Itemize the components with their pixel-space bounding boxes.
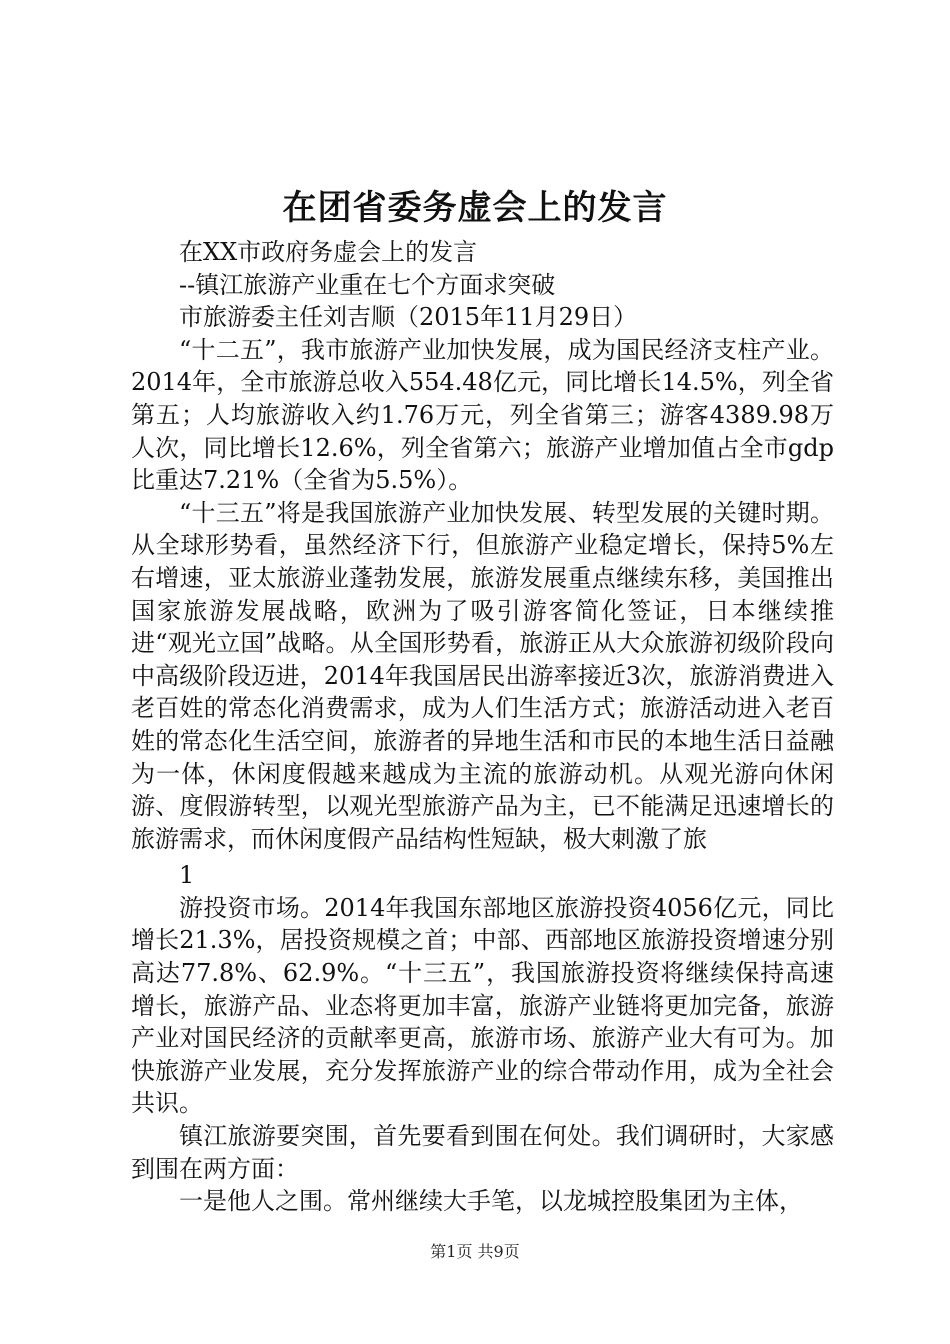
body-paragraph: 一是他人之围。常州继续大手笔，以龙城控股集团为主体，	[179, 1187, 803, 1216]
subtitle-line: 在XX市政府务虚会上的发言	[179, 238, 478, 266]
document-title: 在团省委务虚会上的发言	[282, 188, 668, 228]
body-paragraph: “十三五”将是我国旅游产业加快发展、转型发展的关键时期。从全球形势看，虽然经济下行，但旅游产业稳定增长，保持5%左右增速，亚太旅游业蓬勃发展，旅游发展重点继续东移，美国推出国家旅游发展战略，欧洲为了吸引游客简化签证，日本继续推进“观光立国”战略。从全国形势看，旅游正从大众旅游初级阶段向中高级阶段迈进，2014年我国居民出游率接近3次，旅游消费进入老百姓的常态化消费需求，成为人们生活方式；旅游活动进入老百姓的常态化生活空间，旅游者的异地生活和市民的本地生活日益融为一体，休闲度假越来越成为主流的旅游动机。从观光游向休闲游、度假游转型，以观光型旅游产品为主，已不能满足迅速增长的旅游需求，而休闲度假产品结构性短缺，极大刺激了旅	[131, 498, 834, 853]
document-body	[131, 236, 834, 1218]
body-paragraph: 镇江旅游要突围，首先要看到围在何处。我们调研时，大家感到围在两方面：	[131, 1122, 834, 1183]
subtitle-line: --镇江旅游产业重在七个方面求突破	[179, 270, 556, 299]
page-footer: 第1页 共9页	[430, 1242, 520, 1261]
author-line: 市旅游委主任刘吉顺（2015年11月29日）	[179, 303, 638, 332]
body-paragraph: “十二五”，我市旅游产业加快发展，成为国民经济支柱产业。2014年，全市旅游总收入554.48亿元，同比增长14.5%，列全省第五；人均旅游收入约1.76万元，列全省第三；游客4389.98万人次，同比增长12.6%，列全省第六；旅游产业增加值占全市gdp比重达7.21%（全省为5.5%）。	[131, 335, 834, 495]
body-paragraph: 游投资市场。2014年我国东部地区旅游投资4056亿元，同比增长21.3%，居投资规模之首；中部、西部地区旅游投资增速分别高达77.8%、62.9%。“十三五”，我国旅游投资将继续保持高速增长，旅游产品、业态将更加丰富，旅游产业链将更加完备，旅游产业对国民经济的贡献率更高，旅游市场、旅游产业大有可为。加快旅游产业发展，充分发挥旅游产业的综合带动作用，成为全社会共识。	[131, 893, 834, 1118]
inline-page-number: 1	[179, 861, 195, 890]
